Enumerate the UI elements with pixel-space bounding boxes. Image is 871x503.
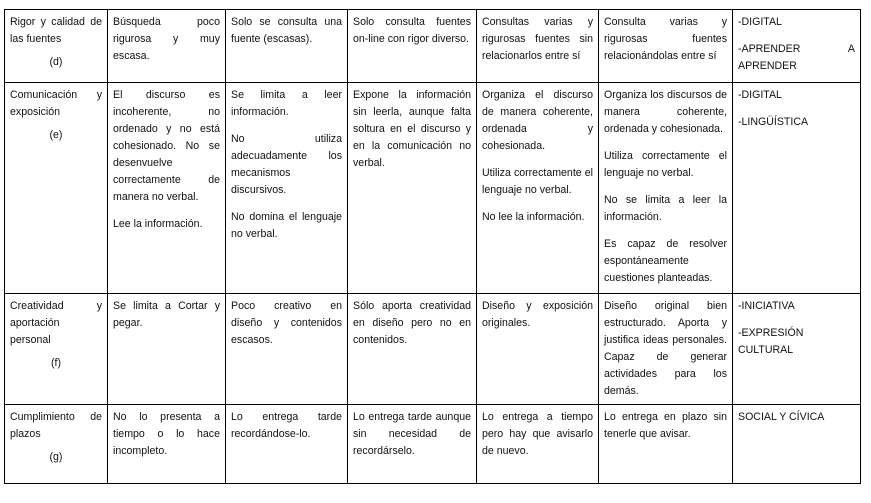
level-text: El discurso es incoherente, no ordenado y no está cohesionado. No se desenvuelve correctamente de manera no verbal. (113, 89, 220, 203)
criterion-name: Comunicación y exposición (10, 89, 102, 118)
level-text: No utiliza adecuadamente los mecanismos discursivos. (231, 133, 342, 196)
criterion-cell (5, 294, 108, 405)
criterion-name: Rigor y calidad de las fuentes (10, 16, 102, 45)
level-text: Es capaz de resolver espontáneamente cuestiones planteadas. (604, 238, 727, 284)
level-text: Lo entrega tarde aunque sin necesidad de recordárselo. (353, 411, 471, 457)
level-4-cell (477, 83, 599, 294)
level-5-cell (599, 10, 733, 83)
criterion-cell (5, 83, 108, 294)
criterion-name: Creatividad y aportación personal (10, 300, 102, 346)
criterion-code: (g) (49, 451, 63, 463)
level-text: Consultas varias y rigurosas fuentes sin relacionarlos entre sí (482, 16, 593, 62)
level-4-cell (477, 405, 599, 484)
criterion-cell (5, 405, 108, 484)
criterion-name: Cumplimiento de plazos (10, 411, 102, 440)
competence-label: -LINGÜÍSTICA (738, 116, 809, 128)
level-2-cell (226, 294, 348, 405)
level-3-cell (348, 10, 477, 83)
criterion-cell (5, 10, 108, 83)
level-text: Solo se consulta una fuente (escasas). (231, 16, 342, 45)
rubric-row-f (5, 294, 861, 405)
competences-cell (733, 405, 861, 484)
competence-label: -INICIATIVA (738, 300, 795, 312)
competence-label: SOCIAL Y CÍVICA (738, 411, 825, 423)
rubric-row-d (5, 10, 861, 83)
level-text: Expone la información sin leerla, aunque falta soltura en el discurso y en la comunicación no verbal. (353, 89, 471, 169)
level-1-cell (108, 405, 226, 484)
competence-label: -DIGITAL (738, 89, 782, 101)
level-1-cell (108, 294, 226, 405)
competence-label: -APRENDER A APRENDER (738, 43, 855, 72)
level-text: Poco creativo en diseño y contenidos escasos. (231, 300, 342, 346)
level-text: Búsqueda poco rigurosa y muy escasa. (113, 16, 220, 62)
competence-label: -DIGITAL (738, 16, 782, 28)
competences-cell (733, 10, 861, 83)
level-2-cell (226, 405, 348, 484)
level-4-cell (477, 10, 599, 83)
level-text: Lo entrega a tiempo pero hay que avisarlo de nuevo. (482, 411, 593, 457)
level-text: Sólo aporta creatividad en diseño pero no en contenidos. (353, 300, 471, 346)
level-text: No domina el lenguaje no verbal. (231, 211, 342, 240)
criterion-code: (e) (49, 129, 63, 141)
level-text: No se limita a leer la información. (604, 194, 727, 223)
level-text: Solo consulta fuentes on-line con rigor diverso. (353, 16, 471, 45)
level-text: Lo entrega tarde recordándose-lo. (231, 411, 342, 440)
level-1-cell (108, 83, 226, 294)
rubric-row-g (5, 405, 861, 484)
criterion-code: (d) (49, 56, 63, 68)
level-3-cell (348, 405, 477, 484)
competences-cell (733, 83, 861, 294)
level-2-cell (226, 10, 348, 83)
criterion-code: (f) (51, 357, 61, 369)
competence-label: -EXPRESIÓN CULTURAL (738, 327, 804, 356)
level-text: Utiliza correctamente el lenguaje no verbal. (482, 167, 593, 196)
level-5-cell (599, 405, 733, 484)
level-text: Consulta varias y rigurosas fuentes relacionándolas entre sí (604, 16, 727, 62)
level-text: Organiza los discursos de manera coherente, ordenada y cohesionada. (604, 89, 727, 135)
rubric-table (4, 9, 861, 484)
level-text: Diseño y exposición originales. (482, 300, 593, 329)
level-4-cell (477, 294, 599, 405)
level-text: Utiliza correctamente el lenguaje no verbal. (604, 150, 727, 179)
level-text: Lo entrega en plazo sin tenerle que avisar. (604, 411, 727, 440)
level-5-cell (599, 294, 733, 405)
level-3-cell (348, 294, 477, 405)
level-text: Se limita a leer información. (231, 89, 342, 118)
level-3-cell (348, 83, 477, 294)
competences-cell (733, 294, 861, 405)
level-5-cell (599, 83, 733, 294)
rubric-row-e (5, 83, 861, 294)
level-text: Diseño original bien estructurado. Aporta y justifica ideas personales. Capaz de generar actividades para los demás. (604, 300, 727, 397)
level-2-cell (226, 83, 348, 294)
level-text: Lee la información. (113, 218, 203, 230)
level-text: Organiza el discurso de manera coherente, ordenada y cohesionada. (482, 89, 593, 152)
level-text: No lo presenta a tiempo o lo hace incompleto. (113, 411, 220, 457)
level-text: No lee la información. (482, 211, 585, 223)
level-1-cell (108, 10, 226, 83)
level-text: Se limita a Cortar y pegar. (113, 300, 220, 329)
